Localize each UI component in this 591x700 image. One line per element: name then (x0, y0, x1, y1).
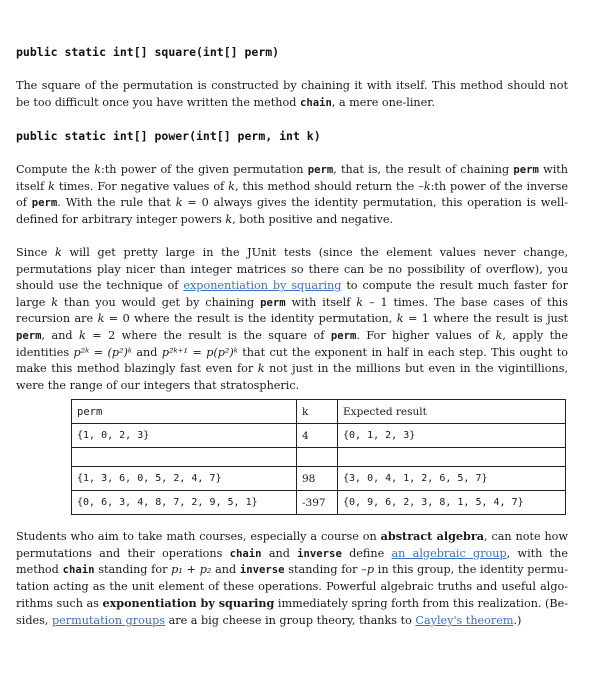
cell-k: -397 (297, 491, 338, 515)
table-row (72, 424, 566, 448)
identity-even: p²ᵏ = (p²)ᵏ (73, 345, 132, 359)
identity-odd: p²ᵏ⁺¹ = p(p²)ᵏ (161, 345, 238, 359)
header-expected: Expected result (338, 400, 566, 424)
examples-table (71, 399, 566, 515)
algebra-paragraph: Students who aim to take math courses, especially a course on abstract algebra, can note how permutations and their operations chain and inverse define an algebraic group, with the method chain standing for p₁ + p₂ and inverse standing for –p in this group, the identity permutation acting as the unit element of these operations. Powerful algebraic truths and useful algorithms such as exponentiation by squaring immediately spring forth from this realization. (Besides, permutation groups are a big cheese in group theory, thanks to Cayley's theorem.) (16, 529, 569, 627)
cell-perm: {1, 0, 2, 3} (72, 424, 297, 448)
header-perm: perm (72, 400, 297, 424)
cell-k: 4 (297, 424, 338, 448)
square-signature: public static int[] square(int[] perm) (16, 45, 280, 59)
table-row (72, 467, 566, 491)
permutation-groups-link[interactable]: permutation groups (51, 613, 166, 627)
power-signature: public static int[] power(int[] perm, int k) (16, 129, 321, 143)
square-description: The square of the permutation is constructed by chaining it with itself. This method should not be too difficult once you have written the method chain, a mere one-liner. (16, 79, 568, 109)
cayleys-theorem-link[interactable]: Cayley's theorem (415, 613, 514, 627)
table-row (72, 491, 566, 515)
cell-expected: {3, 0, 4, 1, 2, 6, 5, 7} (338, 467, 566, 491)
header-k: k (297, 400, 338, 424)
cell-perm: {0, 6, 3, 4, 8, 7, 2, 9, 5, 1} (72, 491, 297, 515)
table-header-row (72, 400, 566, 424)
cell-perm: {1, 3, 6, 0, 5, 2, 4, 7} (72, 467, 297, 491)
power-description: Compute the k:th power of the given permutation perm, that is, the result of chaining perm with itself k times. For negative values of k, this method should return the –k:th power of the inverse of perm. With the rule that k = 0 always gives the identity permutation, this operation is well-defined for arbitrary integer powers k, both positive and negative. (16, 163, 568, 226)
squaring-paragraph: Since k will get pretty large in the JUnit tests (since the element values never change, permutations play nicer than integer matrices so there can be no possibility of overflow), you should use the technique of exponentiation by squaring to compute the result much faster for large k than you would get by chaining perm with itself k – 1 times. The base cases of this recursion are k = 0 where the result is the identity permutation, k = 1 where the result is just perm, and k = 2 where the result is the square of perm. For higher values of k, apply the identities p²ᵏ = (p²)ᵏ and p²ᵏ⁺¹ = p(p²)ᵏ that cut the exponent in half in each step. This ought to make this method blazingly fast even for k not just in the millions but even in the vigintillions, were the range of our integers that stratospheric. (16, 246, 569, 392)
cell-expected: {0, 1, 2, 3} (338, 424, 566, 448)
algebraic-group-link[interactable]: an algebraic group (391, 546, 507, 560)
exponentiation-by-squaring-link[interactable]: exponentiation by squaring (183, 279, 342, 293)
cell-expected: {0, 9, 6, 2, 3, 8, 1, 5, 4, 7} (338, 491, 566, 515)
cell-k: 98 (297, 467, 338, 491)
chain-method-name: chain (299, 96, 332, 109)
table-spacer-row (72, 448, 566, 467)
